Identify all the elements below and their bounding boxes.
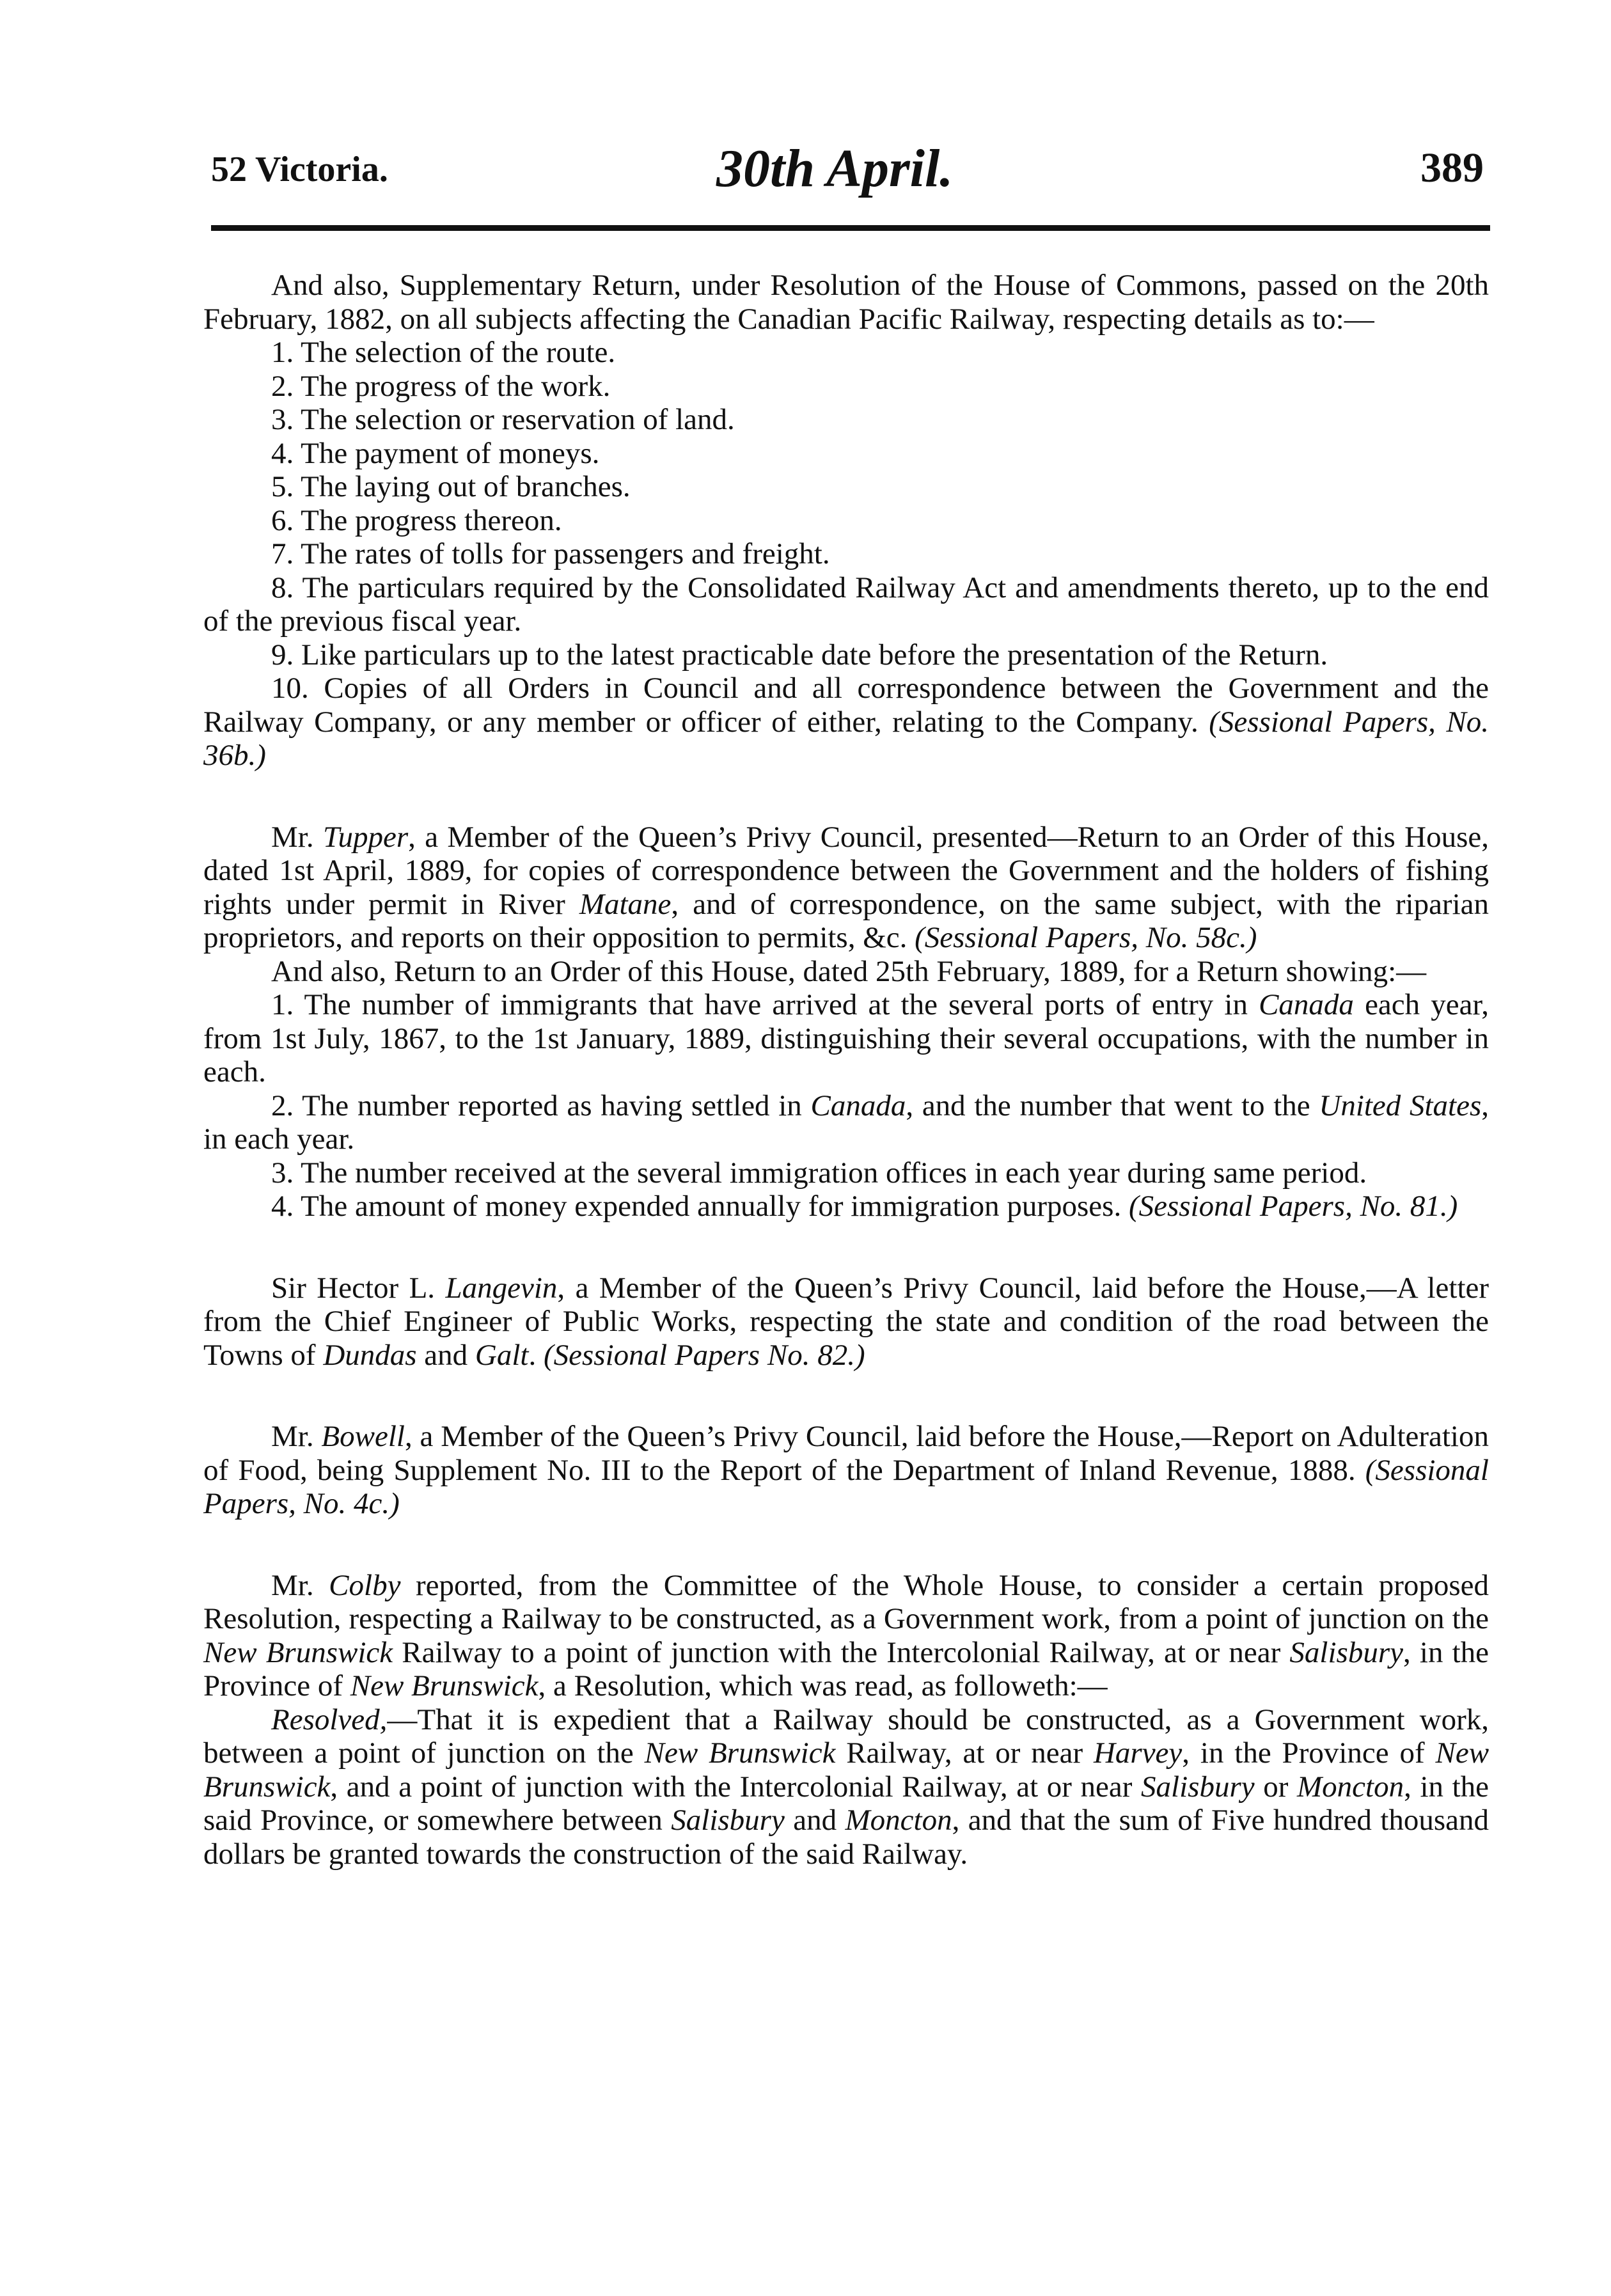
list-item: 8. The particulars required by the Consolidated Railway Act and amendments thereto, up to the end of the previous fiscal year. bbox=[203, 570, 1489, 638]
item-text: 4. The amount of money expended annually for immigration purposes. bbox=[271, 1190, 1122, 1223]
paragraph-text: , in the said Province, or somewhere between bbox=[203, 1770, 1489, 1837]
member-name: Tupper bbox=[322, 820, 409, 854]
sessional-paper-ref: (Sessional Papers No. 82.) bbox=[543, 1338, 865, 1372]
paragraph-text: , and of correspondence, on the same subject, with the riparian proprietors, and reports on their opposition to permits, &c. bbox=[203, 887, 1489, 954]
list-item: 3. The number received at the several immigration offices in each year during same period. bbox=[271, 1156, 1367, 1190]
resolved-label: Resolved, bbox=[271, 1702, 388, 1736]
list-item: 4. The payment of moneys. bbox=[271, 436, 600, 470]
paragraph-text: and bbox=[424, 1338, 468, 1372]
date-heading: 30th April. bbox=[716, 139, 954, 198]
paragraph-text: , a Resolution, which was read, as followeth:— bbox=[538, 1669, 1108, 1702]
title-abbrev: Mr. bbox=[271, 1568, 314, 1602]
list-item: 2. The progress of the work. bbox=[271, 369, 611, 403]
page-header bbox=[211, 138, 1484, 208]
member-name: Bowell bbox=[321, 1420, 405, 1453]
place-name: United States bbox=[1319, 1089, 1482, 1122]
member-name: Colby bbox=[329, 1568, 401, 1602]
item-10-text: 10. Copies of all Orders in Council and all correspondence between the Government and the Railway Company, or any member or officer of either, relating to the Company. bbox=[203, 672, 1489, 739]
paragraph-text: Railway, at or near bbox=[846, 1736, 1083, 1770]
list-item: 6. The progress thereon. bbox=[271, 503, 562, 537]
place-name: Salisbury bbox=[1289, 1635, 1403, 1669]
list-item-10 bbox=[203, 672, 1489, 773]
paragraph-text: , a Member of the Queen’s Privy Council, laid before the House,—Report on Adulteration of Food, being Supplement No. III to the Report of the Department of Inland Revenue, 1888. bbox=[203, 1420, 1489, 1487]
header-rule bbox=[211, 225, 1490, 231]
regnal-year: 52 Victoria. bbox=[211, 150, 388, 189]
item-text: each year, from 1st July, 1867, to the 1st January, 1889, distinguishing their several occupations, with the number in each. bbox=[203, 988, 1489, 1089]
place-name: New Brunswick bbox=[203, 1736, 1489, 1804]
title-abbrev: Mr. bbox=[271, 820, 314, 854]
tupper-paragraph bbox=[203, 821, 1489, 955]
sessional-paper-ref: (Sessional Papers, No. 58c.) bbox=[915, 921, 1257, 954]
place-name: Galt bbox=[475, 1338, 529, 1372]
page-body bbox=[203, 269, 1489, 1871]
sessional-paper-ref: (Sessional Papers, No. 81.) bbox=[1128, 1190, 1458, 1223]
bowell-paragraph bbox=[203, 1420, 1489, 1521]
page-number: 389 bbox=[1420, 145, 1484, 191]
member-name: Langevin bbox=[445, 1271, 558, 1305]
paragraph-text: and bbox=[793, 1804, 837, 1837]
paragraph-text: reported, from the Committee of the Whole House, to consider a certain proposed Resolution, respecting a Railway to be constructed, as a Government work, from a point of junction on the bbox=[203, 1568, 1489, 1635]
list-item bbox=[203, 988, 1489, 1089]
paragraph-text: Railway to a point of junction with the Intercolonial Railway, at or near bbox=[402, 1635, 1281, 1669]
item-text: 2. The number reported as having settled in bbox=[271, 1089, 802, 1122]
colby-paragraph bbox=[203, 1569, 1489, 1703]
tupper-also-intro: And also, Return to an Order of this House, dated 25th February, 1889, for a Return showing:— bbox=[271, 954, 1427, 988]
place-name: Moncton bbox=[845, 1804, 952, 1837]
place-name: New Brunswick bbox=[350, 1669, 538, 1702]
place-name: Harvey bbox=[1093, 1736, 1183, 1770]
list-item bbox=[203, 1190, 1489, 1223]
sessional-paper-ref: (Sessional Papers, No. 36b.) bbox=[203, 705, 1489, 772]
place-name: New Brunswick bbox=[203, 1635, 393, 1669]
item-text: , in each year. bbox=[203, 1089, 1489, 1156]
paragraph-text: , a Member of the Queen’s Privy Council, laid before the House,—A letter from the Chief Engineer of Public Works, respecting the state and condition of the road between the Towns of bbox=[203, 1271, 1489, 1372]
list-item: 9. Like particulars up to the latest practicable date before the presentation of the Return. bbox=[271, 638, 1328, 672]
title-abbrev: Mr. bbox=[271, 1420, 314, 1453]
paragraph-text: , a Member of the Queen’s Privy Council, presented—Return to an Order of this House, dated 1st April, 1889, for copies of correspondence between the Government and the holders of fishing rights under permit in River bbox=[203, 820, 1489, 921]
list-item: 3. The selection or reservation of land. bbox=[271, 403, 735, 436]
list-item: 1. The selection of the route. bbox=[271, 336, 616, 369]
paragraph-text: , and that the sum of Five hundred thousand dollars be granted towards the construction of the said Railway. bbox=[203, 1804, 1489, 1871]
list-item: 5. The laying out of branches. bbox=[271, 470, 631, 503]
paragraph-text: —That it is expedient that a Railway should be constructed, as a Government work, between a point of junction on the bbox=[203, 1702, 1489, 1770]
supplementary-return-intro: And also, Supplementary Return, under Resolution of the House of Commons, passed on the 20th February, 1882, on all subjects affecting the Canadian Pacific Railway, respecting details as to:— bbox=[203, 269, 1489, 336]
item-text: , and the number that went to the bbox=[906, 1089, 1310, 1122]
item-text: 1. The number of immigrants that have arrived at the several ports of entry in bbox=[271, 988, 1248, 1021]
place-name: Matane bbox=[579, 887, 672, 921]
paragraph-text: , and a point of junction with the Intercolonial Railway, at or near bbox=[330, 1770, 1133, 1804]
langevin-paragraph: Sir Hector L. Langevin, a Member of the Queen’s Privy Council, laid before the House,—A letter from the Chief Engineer of Public Works, respecting the state and condition of the road between the Towns of Dundas and Galt. (Sessional Papers No. 82.) bbox=[203, 1271, 1489, 1372]
place-name: Dundas bbox=[323, 1338, 417, 1372]
place-name: Salisbury bbox=[1141, 1770, 1255, 1804]
place-name: Canada bbox=[1259, 988, 1354, 1021]
list-item bbox=[203, 1089, 1489, 1156]
place-name: New Brunswick bbox=[644, 1736, 836, 1770]
place-name: Salisbury bbox=[671, 1804, 785, 1837]
paragraph-text: , in the Province of bbox=[1182, 1736, 1425, 1770]
paragraph-text: , in the Province of bbox=[203, 1635, 1489, 1702]
title-abbrev: Sir Hector L. bbox=[271, 1271, 436, 1305]
resolution-paragraph bbox=[203, 1703, 1489, 1871]
paragraph-text: or bbox=[1263, 1770, 1289, 1804]
sessional-paper-ref: (Sessional Papers, No. 4c.) bbox=[203, 1453, 1489, 1520]
place-name: Moncton bbox=[1297, 1770, 1404, 1804]
place-name: Canada bbox=[810, 1089, 906, 1122]
list-item: 7. The rates of tolls for passengers and freight. bbox=[271, 537, 830, 570]
